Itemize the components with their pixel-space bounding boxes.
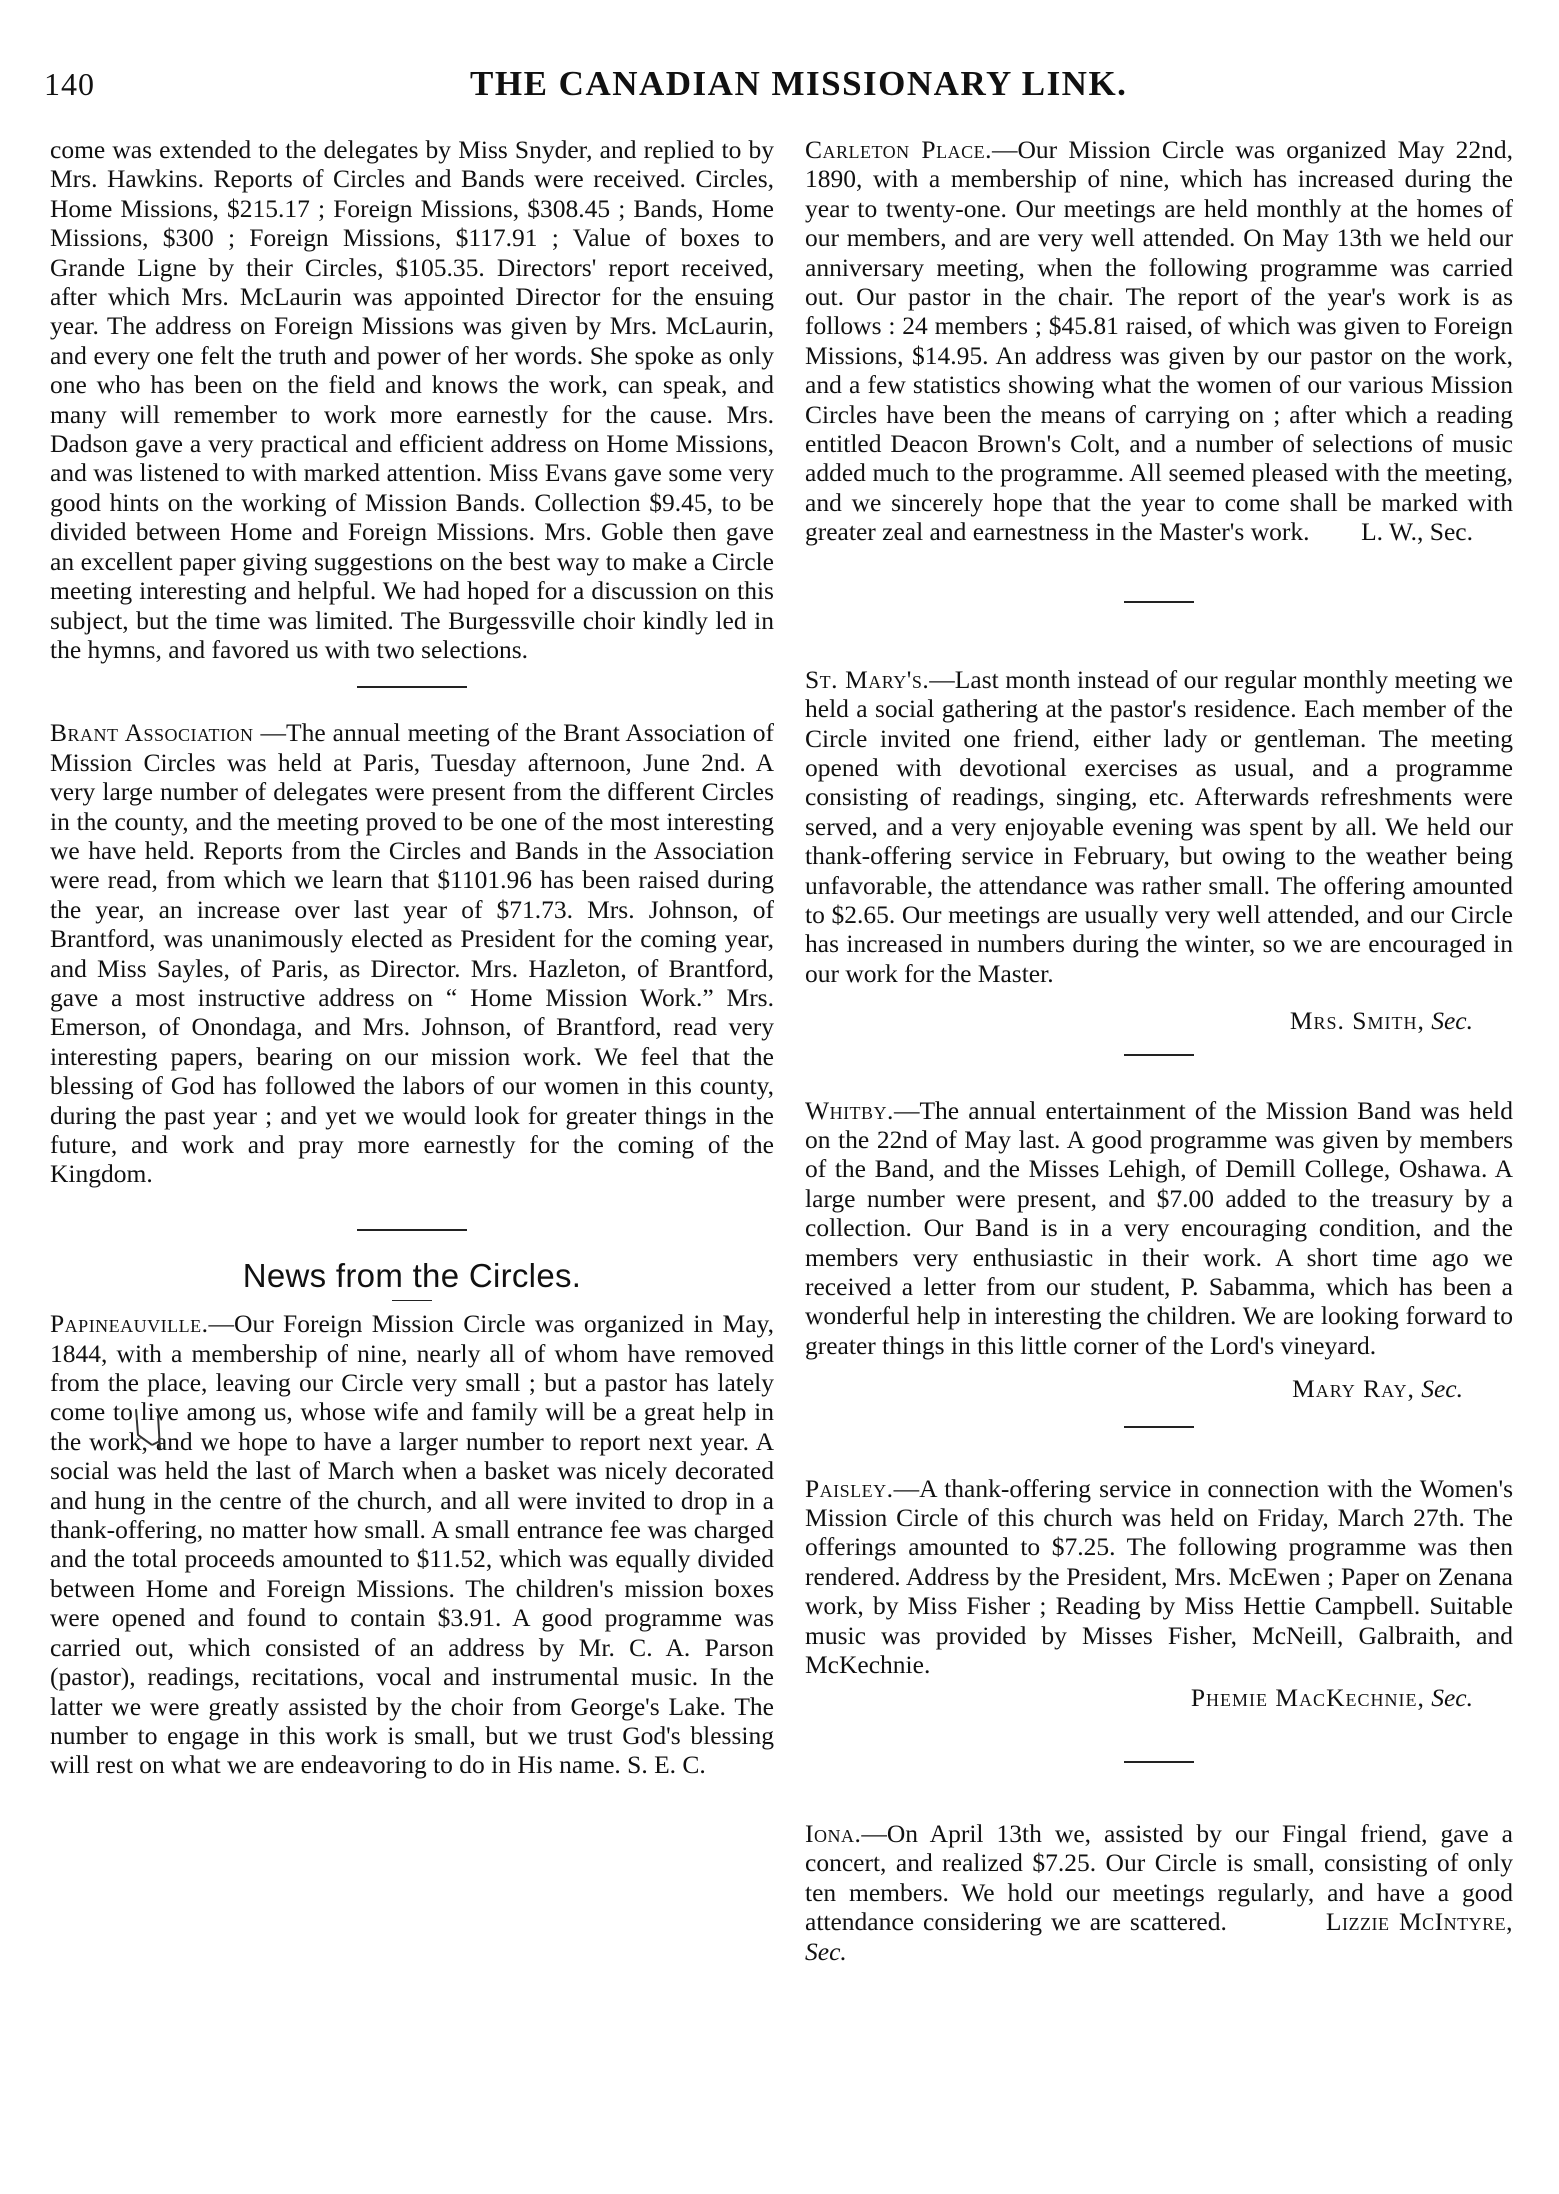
article-body: —On April 13th we, assisted by our Fingal friend, gave a concert, and realized $7.25. Our Circle is small, consisting of only ten members. We hold our meetings regularly, and have a good attendance considering we are scattered. [805,1818,1513,1937]
article-st-marys [805,665,1513,988]
article-continuation: come was extended to the delegates by Miss Snyder, and replied to by Mrs. Hawkins. Reports of Circles and Bands were received. Circles, Home Missions, $215.17 ; Foreign Missions, $308.45 ; Bands, Home Missions, $300 ; Foreign Missions, $117.91 ; Value of boxes to Grande Ligne by their Circles, $105.35. Directors' report received, after which Mrs. McLaurin was appointed Director for the ensuing year. The address on Foreign Missions was given by Mrs. McLaurin, and every one felt the truth and power of her words. She spoke as only one who has been on the field and knows the work, can speak, and many will remember to work more earnestly for the cause. Mrs. Dadson gave a very practical and efficient address on Home Missions, and was listened to with marked attention. Miss Evans gave some very good hints on the working of Mission Bands. Collection $9.45, to be divided between Home and Foreign Missions. Mrs. Goble then gave an excellent paper giving suggestions on the best way to make a Circle meeting interesting and helpful. We had hoped for a discussion on this subject, but the time was limited. The Burgessville choir kindly led in the hymns, and favored us with two selections. [50,135,774,664]
article-lead: Papineauville. [50,1309,209,1339]
signature: Mary Ray, Sec. [1292,1374,1463,1404]
article-papineauville [50,1309,774,1780]
article-body: —A thank-offering service in connection with the Women's Mission Circle of this church was held on Friday, March 27th. The offerings amounted to $7.25. The following programme was then rendered. Address by the President, Mrs. McEwen ; Paper on Zenana work, by Miss Fisher ; Reading by Miss Hettie Campbell. Suitable music was provided by Misses Fisher, McNeill, Galbraith, and McKechnie. [805,1473,1513,1680]
margin-mark-icon [130,1405,170,1455]
running-title: THE CANADIAN MISSIONARY LINK. [470,64,1128,103]
divider [357,1229,467,1231]
article-whitby [805,1096,1513,1361]
right-column [805,135,1513,1966]
article-body: —The annual meeting of the Brant Association of Mission Circles was held at Paris, Tuesday afternoon, June 2nd. A very large number of delegates were present from the different Circles in the county, and the meeting proved to be one of the most interesting we have held. Reports from the Circles and Bands in the Association were read, from which we learn that $1101.96 has been raised during the year, an increase over last year of $71.73. Mrs. Johnson, of Brantford, was unanimously elected as President for the coming year, and Miss Sayles, of Paris, as Director. Mrs. Hazleton, of Brantford, gave a most instructive address on “ Home Mission Work.” Mrs. Emerson, of Onondaga, and Mrs. Johnson, of Brantford, read very interesting papers, bearing on our mission work. We feel that the blessing of God has followed the labors of our women in this county, during the past year ; and yet we would look for greater things in the future, and work and pray more earnestly for the coming of the Kingdom. [50,718,775,1189]
article-brant-association [50,718,774,1189]
signature: Lizzie McIntyre, Sec. [805,1907,1514,1966]
divider [1124,1761,1194,1763]
section-heading: News from the Circles. [242,1256,582,1294]
left-column [50,135,774,1780]
article-lead: St. Mary's. [805,664,930,694]
article-lead: Paisley. [805,1473,894,1503]
article-body: —Our Mission Circle was organized May 22nd, 1890, with a membership of nine, which has increased during the year to twenty-one. Our meetings are held monthly at the homes of our members, and are very well attended. On May 13th we held our anniversary meeting, when the following programme was carried out. Our pastor in the chair. The report of the year's work is as follows : 24 members ; $45.81 raised, of which was given to Foreign Missions, $14.95. An address was given by our pastor on the work, and a few statistics showing what the women of our various Mission Circles have been the means of carrying on ; after which a reading entitled Deacon Brown's Colt, and a number of selections of music added much to the programme. All seemed pleased with the meeting, and we sincerely hope that the year to come shall be marked with greater zeal and earnestness in the Master's work. [805,135,1513,547]
article-lead: Brant Association [50,718,254,748]
divider [357,686,467,688]
article-body: —Our Foreign Mission Circle was organized in May, 1844, with a membership of nine, nearly all of whom have removed from the place, leaving our Circle very small ; but a pastor has lately come to live among us, whose wife and family will be a great help in the work, and we hope to have a larger number to report next year. A social was held the last of March when a basket was nicely decorated and hung in the centre of the church, and all were invited to drop in a thank-offering, no matter how small. A small entrance fee was charged and the total proceeds amounted to $11.52, which was equally divided between Home and Foreign Missions. The children's mission boxes were opened and found to contain $3.91. A good programme was carried out, which consisted of an address by Mr. C. A. Parson (pastor), readings, recitations, vocal and instrumental music. In the latter we were greatly assisted by the choir from George's Lake. The number to engage in this work is small, but we trust God's blessing will rest on what we are endeavoring to do in His name. S. E. C. [50,1309,774,1780]
article-carleton-place [805,135,1513,547]
divider [1124,1054,1194,1056]
signature: Mrs. Smith, Sec. [1289,1006,1473,1036]
article-iona [805,1819,1513,1966]
divider [392,1300,432,1301]
page-header [40,60,1140,110]
page-number: 140 [44,66,95,102]
article-lead: Carleton Place. [805,135,992,164]
divider [1124,601,1194,603]
article-lead: Whitby. [805,1095,894,1125]
article-body: —Last month instead of our regular monthly meeting we held a social gathering at the pastor's residence. Each member of the Circle invited one friend, either lady or gentleman. The meeting opened with devotional exercises as usual, and a programme consisting of readings, singing, etc. Afterwards refreshments were served, and a very enjoyable evening was spent by all. We held our thank-offering service in February, but owing to the weather being unfavorable, the attendance was rather small. The offering amounted to $2.65. Our meetings are usually very well attended, and our Circle has increased in numbers during the winter, so we are encouraged in our work for the Master. [805,664,1513,988]
article-paisley [805,1474,1513,1680]
signature: L. W., Sec. [1361,517,1473,547]
article-lead: Iona. [805,1818,862,1848]
article-body: —The annual entertainment of the Mission Band was held on the 22nd of May last. A good programme was given by members of the Band, and the Misses Lehigh, of Demill College, Oshawa. A large number were present, and $7.00 added to the treasury by a collection. Our Band is in a very encouraging condition, and the members very enthusiastic in their work. A short time ago we received a letter from our student, P. Sabamma, which has been a wonderful help in interesting the children. We are looking forward to greater things in this little corner of the Lord's vineyard. [805,1095,1513,1360]
divider [1124,1426,1194,1428]
signature: Phemie MacKechnie, Sec. [1190,1683,1473,1713]
